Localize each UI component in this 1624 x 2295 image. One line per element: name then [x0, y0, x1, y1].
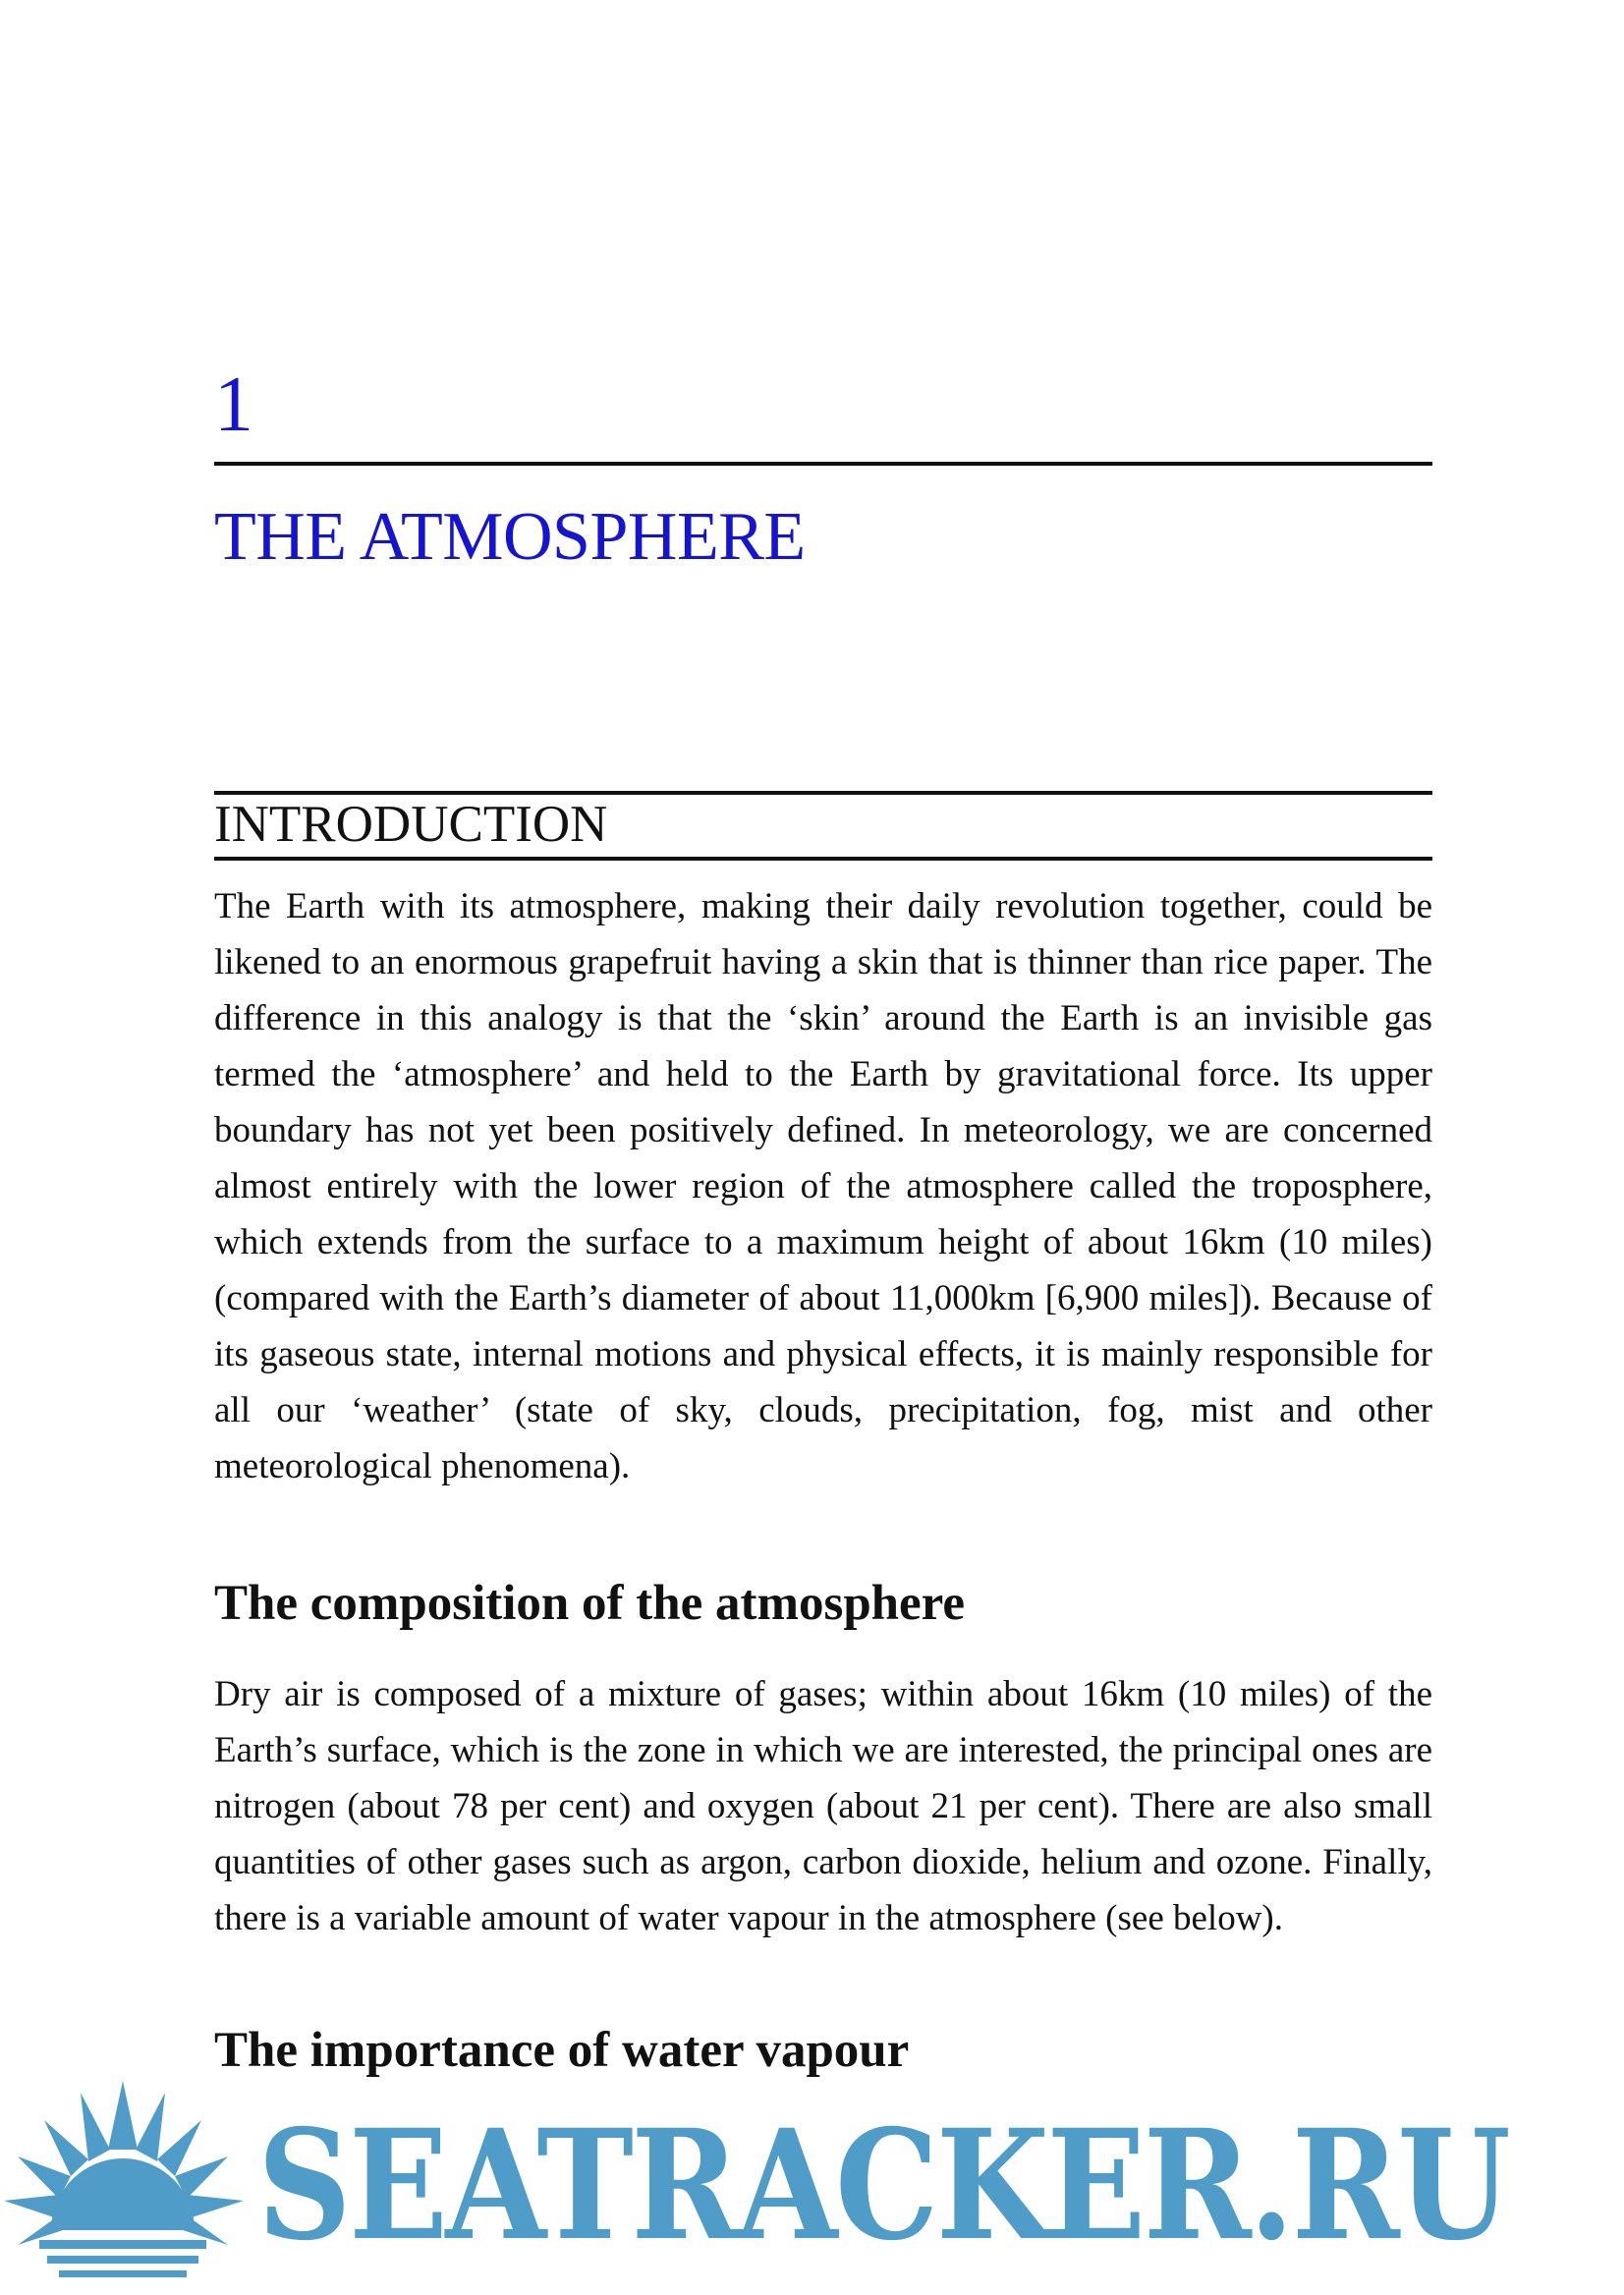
section-rule-top [214, 791, 1432, 795]
introduction-paragraph: The Earth with its atmosphere, making their daily revolution together, could be likened to an enormous grapefruit having a skin that is thinner than rice paper. The difference in this analogy is that the ‘skin’ around the Earth is an invisible gas termed the ‘atmosphere’ and held to the Earth by gravitational force. Its upper boundary has not yet been positively defined. In meteorology, we are concerned almost entirely with the lower region of the atmosphere called the troposphere, which extends from the surface to a maximum height of about 16km (10 miles) (compared with the Earth’s diameter of about 11,000km [6,900 miles]). Because of its gaseous state, internal motions and physical effects, it is mainly responsible for all our ‘weather’ (state of sky, clouds, precipitation, fog, mist and other meteorological phenomena). [214, 886, 1432, 1486]
watermark-text: SEATRACKER.RU [257, 2097, 1509, 2274]
introduction-heading: INTRODUCTION [214, 796, 608, 853]
water-vapour-heading: The importance of water vapour [214, 2023, 910, 2078]
composition-heading: The composition of the atmosphere [214, 1576, 966, 1631]
section-rule-bottom [214, 857, 1432, 861]
chapter-rule [214, 462, 1432, 466]
composition-paragraph: Dry air is composed of a mixture of gases; within about 16km (10 miles) of the Earth’s surface, which is the zone in which we are interested, the principal ones are nitrogen (about 78 per cent) and oxygen (about 21 per cent). There are also small quantities of other gases such as argon, carbon dioxide, helium and ozone. Finally, there is a variable amount of water vapour in the atmosphere (see below). [214, 1674, 1432, 1938]
chapter-title: THE ATMOSPHERE [214, 499, 806, 575]
chapter-number: 1 [214, 362, 253, 448]
